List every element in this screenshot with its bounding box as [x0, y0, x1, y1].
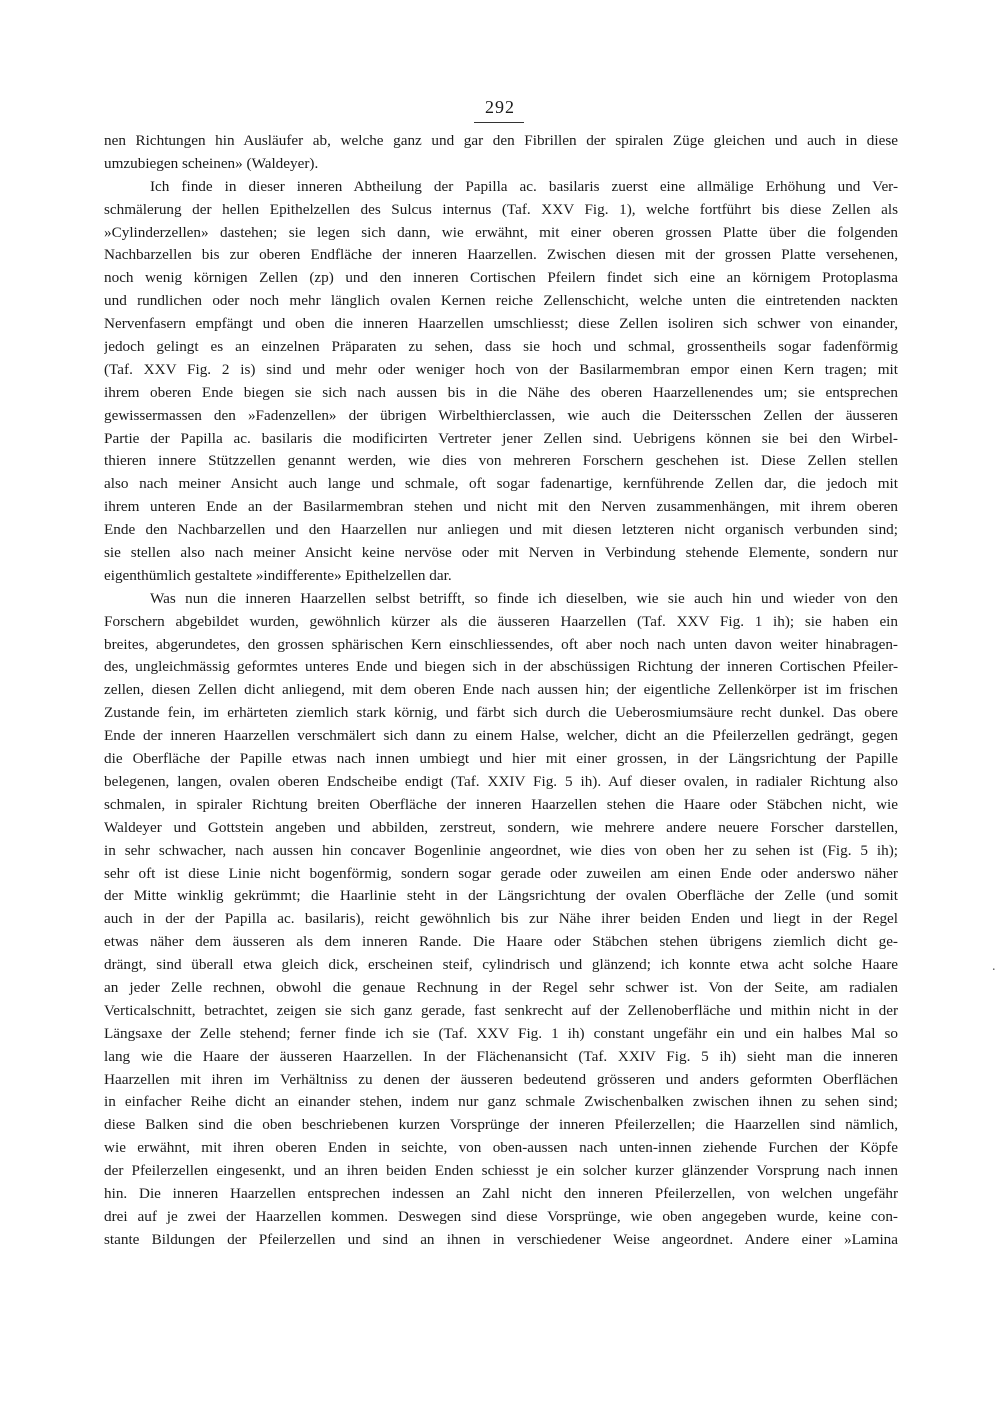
text-line: und rundlichen oder noch mehr länglich ovalen Kernen reiche Zellenschicht, welche unten die eintretenden nackten — [104, 292, 898, 310]
text-line: breites, abgerundetes, den grossen sphärischen Kern einschliessendes, oft aber noch nach unten davon weiter hinabragen- — [104, 635, 898, 653]
text-line: also nach meiner Ansicht auch lange und schmale, oft sogar fadenartige, kernführende Zellen dar, die jedoch mit — [104, 475, 898, 493]
page-number-rule — [474, 122, 524, 123]
text-line: Verticalschnitt, betrachtet, zeigen sie sich ganz gerade, fast senkrecht auf der Zellenoberfläche und mithin nicht in der — [104, 1001, 898, 1019]
text-line: Nervenfasern empfängt und oben die inneren Haarzellen umschliesst; diese Zellen isoliren sich schwer von einander, — [104, 315, 898, 333]
text-line: drängt, sind überall etwa gleich dick, erscheinen steif, cylindrisch und glänzend; ich konnte etwa acht solche Haare — [104, 956, 898, 974]
text-line: sehr oft ist diese Linie nicht bogenförmig, sondern sogar gerade oder zuweilen am einen Ende oder anderswo näher — [104, 864, 898, 882]
text-line: Ich finde in dieser inneren Abtheilung der Papilla ac. basilaris zuerst eine allmälige Erhöhung und Ver- — [150, 177, 898, 195]
text-line: eigenthümlich gestaltete »indifferente» Epithelzellen dar. — [104, 566, 452, 584]
text-line: Waldeyer und Gottstein angeben und abbilden, zerstreut, sondern, wie mehrere andere neuere Forscher darstellen, — [104, 818, 898, 836]
text-line: lang wie die Haare der äusseren Haarzellen. In der Flächenansicht (Taf. XXIV Fig. 5 ih) sieht man die inneren — [104, 1047, 898, 1065]
text-line: an jeder Zelle rechnen, obwohl die genaue Rechnung in der Regel sehr schwer ist. Von der Seite, am radialen — [104, 978, 898, 996]
text-line: jedoch gelingt es an einzelnen Präparaten zu sehen, dass sie hoch und schmal, grossentheils sogar fadenförmig — [104, 338, 898, 356]
text-line: Forschern abgebildet wurden, gewöhnlich kürzer als die äusseren Haarzellen (Taf. XXV Fig. 1 ih); sie haben ein — [104, 612, 898, 630]
text-line: drei auf je zwei der Haarzellen kommen. Deswegen sind diese Vorsprünge, wie oben angegeben wurde, keine con- — [104, 1207, 898, 1225]
text-line: wie erwähnt, mit ihren oberen Enden in seichte, von oben-aussen nach unten-innen ziehende Furchen der Köpfe — [104, 1139, 898, 1157]
text-line: die Oberfläche der Papille etwas nach innen umbiegt und hier mit einer grossen, in der Längsrichtung der Papille — [104, 750, 898, 768]
text-line: gewissermassen den »Fadenzellen» der übrigen Wirbelthierclassen, wie auch die Deitersschen Zellen der äusseren — [104, 406, 898, 424]
text-line: in sehr schwacher, nach aussen hin concaver Bogenlinie angeordnet, wie dies von oben her zu sehen ist (Fig. 5 ih); — [104, 841, 898, 859]
text-line: Partie der Papilla ac. basilaris die modificirten Vertreter jener Zellen sind. Uebrigens können sie bei den Wirbel- — [104, 429, 898, 447]
text-line: des, ungleichmässig geformtes unteres Ende und biegen sich in der abschüssigen Richtung der inneren Cortischen Pfeiler- — [104, 658, 898, 676]
text-line: sie stellen also nach meiner Ansicht keine nervöse oder mit Nerven in Verbindung stehende Elemente, sondern nur — [104, 544, 898, 562]
text-line: belegenen, langen, ovalen oberen Endscheibe endigt (Taf. XXIV Fig. 5 ih). Auf dieser ovalen, in radialer Richtung also — [104, 772, 898, 790]
text-line: thieren innere Stützzellen genannt werden, wie dies von mehreren Forschern geschehen ist. Diese Zellen stellen — [104, 452, 898, 470]
text-line: Was nun die inneren Haarzellen selbst betrifft, so finde ich dieselben, wie sie auch hin und wieder von den — [150, 589, 898, 607]
text-line: Längsaxe der Zelle stehend; ferner finde ich sie (Taf. XXV Fig. 1 ih) constant ungefähr ein und ein halbes Mal so — [104, 1024, 898, 1042]
text-line: schmälerung der hellen Epithelzellen des Sulcus internus (Taf. XXV Fig. 1), welche fortführt bis diese Zellen als — [104, 200, 898, 218]
body-text — [104, 130, 898, 1252]
text-line: stante Bildungen der Pfeilerzellen und sind an ihnen in verschiedener Weise angeordnet. Andere einer »Lamina — [104, 1230, 898, 1248]
text-line: Ende den Nachbarzellen und den Haarzellen nur anliegen und mit diesen letzteren nicht organisch verbunden sind; — [104, 521, 898, 539]
text-line: diese Balken sind die oben beschriebenen kurzen Vorsprünge der inneren Pfeilerzellen; die Haarzellen sind nämlich, — [104, 1116, 898, 1134]
text-line: etwas näher dem äusseren als dem inneren Rande. Die Haare oder Stäbchen stehen übrigens ziemlich dicht ge- — [104, 933, 898, 951]
text-line: nen Richtungen hin Ausläufer ab, welche ganz und gar den Fibrillen der spiralen Züge gleichen und auch in diese — [104, 132, 898, 149]
text-line: umzubiegen scheinen» (Waldeyer). — [104, 154, 319, 172]
text-line: (Taf. XXV Fig. 2 is) sind und mehr oder weniger hoch von der Basilarmembran empor einen Kern tragen; mit — [104, 360, 898, 378]
text-line: ihrem oberen Ende biegen sie sich nach aussen bis in die Nähe des oberen Haarzellenendes um; sie entsprechen — [104, 383, 898, 401]
text-line: Zustande fein, im erhärteten ziemlich stark körnig, und färbt sich durch die Ueberosmiumsäure recht dunkel. Das obere — [104, 704, 898, 722]
text-line: Nachbarzellen bis zur oberen Endfläche der inneren Haarzellen. Zwischen diesen mit der grossen Platte versehenen, — [104, 246, 898, 264]
text-line: schmalen, in spiraler Richtung breiten Oberfläche der inneren Haarzellen stehen die Haare oder Stäbchen nicht, wie — [104, 795, 898, 813]
margin-mark: . — [992, 959, 996, 974]
text-line: hin. Die inneren Haarzellen entsprechen indessen an Zahl nicht den inneren Pfeilerzellen, von welchen ungefähr — [104, 1184, 898, 1202]
text-line: »Cylinderzellen» dastehen; sie legen sich dann, wie erwähnt, mit einer oberen grossen Platte über die folgenden — [104, 223, 898, 241]
text-line: der Pfeilerzellen eingesenkt, und an ihren beiden Enden schiesst je ein solcher kurzer glänzender Vorsprung nach innen — [104, 1162, 898, 1180]
page-number: 292 — [485, 97, 515, 117]
text-line: Ende der inneren Haarzellen verschmälert sich dann zu einem Halse, welcher, dicht an die Pfeilerzellen gedrängt, gegen — [104, 727, 898, 745]
text-line: zellen, diesen Zellen dicht anliegend, mit dem oberen Ende nach aussen hin; der eigentliche Zellenkörper ist im frischen — [104, 681, 898, 699]
text-line: ihrem unteren Ende an der Basilarmembran stehen und nicht mit den Nerven zusammenhängen, mit ihrem oberen — [104, 498, 898, 516]
text-line: der Mitte winklig gekrümmt; die Haarlinie steht in der Längsrichtung der ovalen Oberfläche der Zelle (und somit — [104, 887, 898, 905]
text-line: auch in der der Papilla ac. basilaris), reicht gewöhnlich bis zur Nähe ihrer beiden Enden und liegt in der Regel — [104, 910, 898, 928]
text-line: in einfacher Reihe dicht an einander stehen, indem nur ganz schmale Zwischenbalken zwischen ihnen zu sehen sind; — [104, 1093, 898, 1111]
text-line: noch wenig körnigen Zellen (zp) und den inneren Cortischen Pfeilern findet sich eine an körnigem Protoplasma — [104, 269, 898, 287]
text-line: Haarzellen mit ihren im Verhältniss zu denen der äusseren bedeutend grösseren und anders geformten Oberflächen — [104, 1070, 898, 1088]
